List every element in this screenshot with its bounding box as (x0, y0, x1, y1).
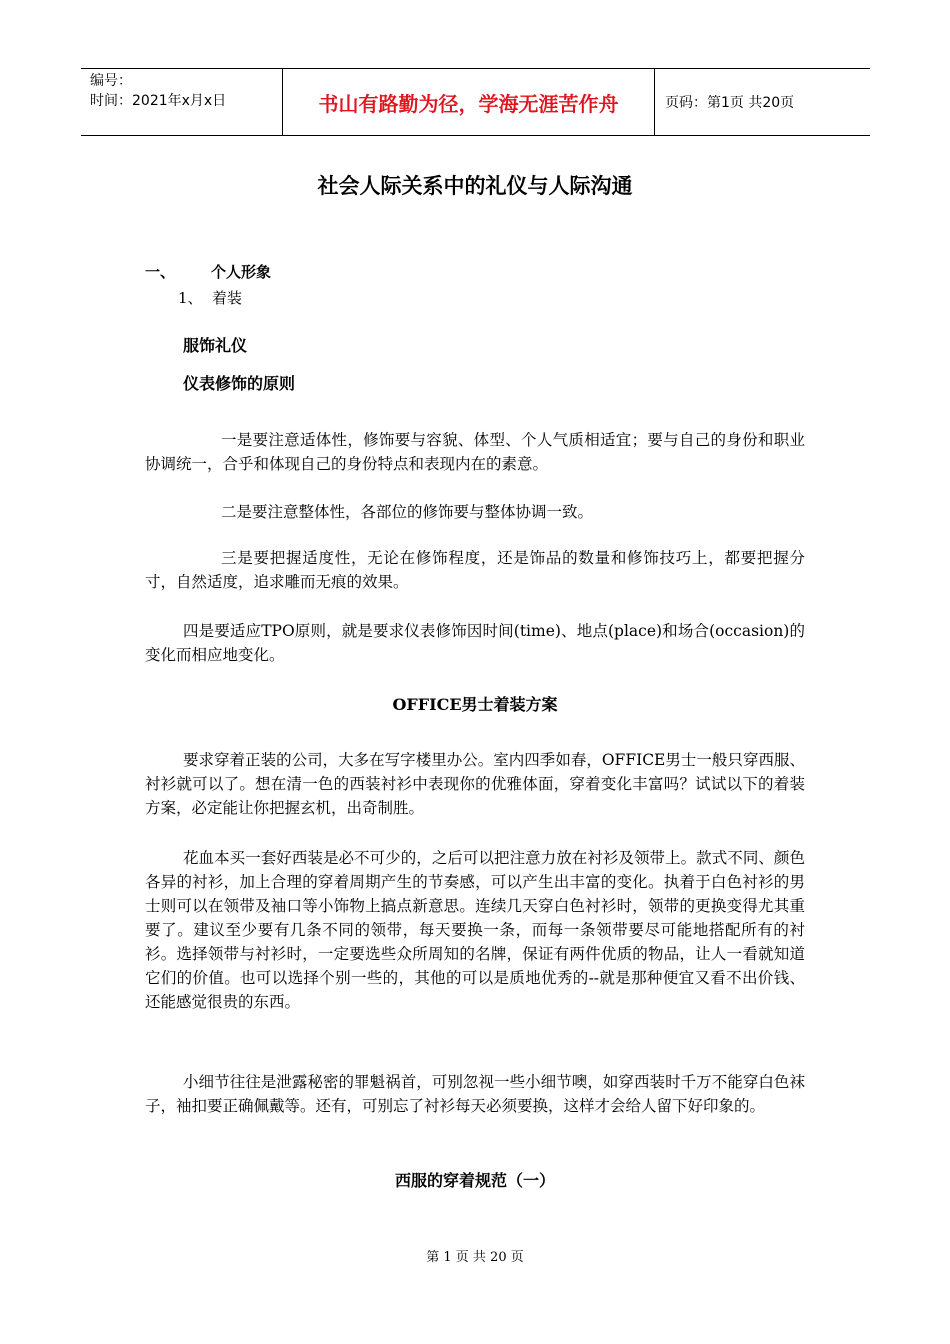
header-motto: 书山有路勤为径，学海无涯苦作舟 (282, 69, 655, 135)
paragraph-principle-4: 四是要适应TPO原则，就是要求仪表修饰因时间(time)、地点(place)和场合(occasion)的变化而相应地变化。 (145, 622, 805, 664)
paragraph-principle-3: 三是要把握适度性，无论在修饰程度，还是饰品的数量和修饰技巧上，都要把握分寸，自然适度，追求雕而无痕的效果。 (145, 549, 805, 591)
suit-heading: 西服的穿着规范（一） (394, 1171, 555, 1190)
section-heading (145, 261, 271, 282)
doc-time-label: 时间：2021年x月x日 (90, 93, 227, 109)
paragraph-principle-2: 二是要注意整体性，各部位的修饰要与整体协调一致。 (221, 503, 594, 521)
header-meta-cell (81, 69, 282, 135)
subsection-number: 1、 (178, 289, 203, 307)
principle-heading: 仪表修饰的原则 (183, 374, 296, 393)
header-page-info: 页码：第1页 共20页 (665, 95, 795, 111)
paragraph-office-2: 花血本买一套好西装是必不可少的，之后可以把注意力放在衬衫及领带上。款式不同、颜色各异的衬衫，加上合理的穿着周期产生的节奏感，可以产生出丰富的变化。执着于白色衬衫的男士则可以在领带及袖口等小饰物上搞点新意思。连续几天穿白色衬衫时，领带的更换变得尤其重要了。建议至少要有几条不同的领带，每天要换一条，而每一条领带要尽可能地搭配所有的衬衫。选择领带与衬衫时，一定要选些众所周知的名牌，保证有两件优质的物品，让人一看就知道它们的价值。也可以选择个别一些的，其他的可以是质地优秀的--就是那种便宜又看不出价钱、还能感觉很贵的东西。 (145, 849, 805, 1011)
subsection-heading (178, 287, 242, 308)
doc-number-label: 编号： (90, 73, 132, 89)
office-heading: OFFICE男士着装方案 (392, 695, 558, 714)
paragraph-office-1: 要求穿着正装的公司，大多在写字楼里办公。室内四季如春，OFFICE男士一般只穿西服、衬衫就可以了。想在清一色的西装衬衫中表现你的优雅体面，穿着变化丰富吗？试试以下的着装方案，必定能让你把握玄机，出奇制胜。 (145, 751, 805, 817)
document-title: 社会人际关系中的礼仪与人际沟通 (317, 174, 633, 198)
section-number: 一、 (145, 263, 176, 281)
header-table (81, 68, 870, 136)
subsection-label: 着装 (212, 289, 243, 307)
paragraph-principle-1: 一是要注意适体性，修饰要与容貌、体型、个人气质相适宜；要与自己的身份和职业协调统一，合乎和体现自己的身份特点和表现内在的素意。 (145, 431, 805, 473)
section-label: 个人形象 (211, 263, 272, 281)
page-footer: 第 1 页 共 20 页 (426, 1250, 524, 1265)
attire-heading: 服饰礼仪 (183, 336, 248, 355)
paragraph-office-3: 小细节往往是泄露秘密的罪魁祸首，可别忽视一些小细节噢，如穿西装时千万不能穿白色袜子，袖扣要正确佩戴等。还有，可别忘了衬衫每天必须要换，这样才会给人留下好印象的。 (145, 1073, 805, 1115)
